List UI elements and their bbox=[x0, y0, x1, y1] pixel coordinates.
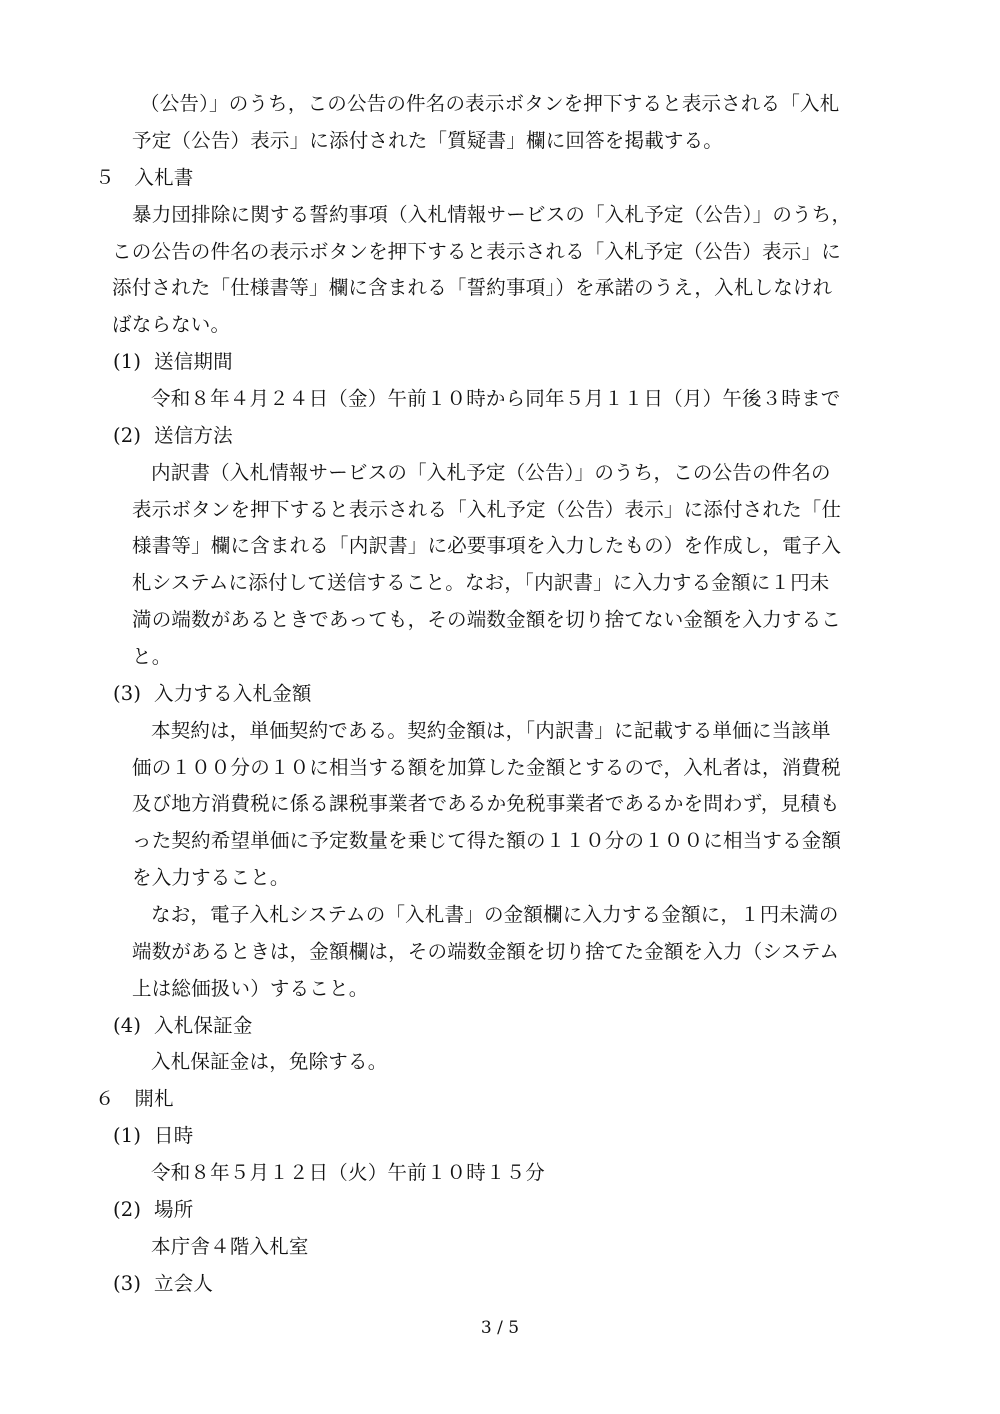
text-line: 暴力団排除に関する誓約事項（入札情報サービスの「入札予定（公告）」のうち， bbox=[132, 203, 852, 226]
text-line: （公告）」のうち，この公告の件名の表示ボタンを押下すると表示される「入札 bbox=[140, 92, 840, 115]
subsection-heading: (1) 送信期間 bbox=[113, 350, 233, 373]
text-line: 添付された「仕様書等」欄に含まれる「誓約事項」）を承諾のうえ，入札しなけれ bbox=[112, 276, 833, 299]
section-heading: ６ 開札 bbox=[95, 1087, 174, 1110]
text-line: と。 bbox=[132, 645, 172, 668]
text-line: 満の端数があるときであっても，その端数金額を切り捨てない金額を入力するこ bbox=[132, 608, 842, 631]
subsection-heading: (3) 入力する入札金額 bbox=[113, 682, 312, 705]
text-line: を入力すること。 bbox=[132, 866, 290, 889]
text-line: 上は総価扱い）すること。 bbox=[132, 977, 369, 1000]
text-line: 内訳書（入札情報サービスの「入札予定（公告）」のうち，この公告の件名の bbox=[151, 461, 831, 484]
subsection-heading: (2) 送信方法 bbox=[113, 424, 233, 447]
text-line: 様書等」欄に含まれる「内訳書」に必要事項を入力したもの）を作成し，電子入 bbox=[132, 534, 842, 557]
text-line: 及び地方消費税に係る課税事業者であるか免税事業者であるかを問わず，見積も bbox=[132, 792, 840, 815]
section-heading: ５ 入札書 bbox=[95, 166, 194, 189]
text-line: 入札保証金は，免除する。 bbox=[151, 1050, 388, 1073]
text-line: 令和８年４月２４日（金）午前１０時から同年５月１１日（月）午後３時まで bbox=[151, 387, 841, 410]
subsection-heading: (1) 日時 bbox=[113, 1124, 194, 1147]
subsection-heading: (3) 立会人 bbox=[113, 1272, 214, 1295]
text-line: ばならない。 bbox=[112, 313, 231, 336]
text-line: 本契約は，単価契約である。契約金額は，「内訳書」に記載する単価に当該単 bbox=[151, 719, 831, 742]
text-line: 端数があるときは，金額欄は，その端数金額を切り捨てた金額を入力（システム bbox=[132, 940, 840, 963]
text-line: この公告の件名の表示ボタンを押下すると表示される「入札予定（公告）表示」に bbox=[112, 240, 841, 263]
text-line: 表示ボタンを押下すると表示される「入札予定（公告）表示」に添付された「仕 bbox=[132, 498, 842, 521]
text-line: った契約希望単価に予定数量を乗じて得た額の１１０分の１００に相当する金額 bbox=[132, 829, 842, 852]
page-number: 3 / 5 bbox=[480, 1318, 520, 1338]
text-line: 札システムに添付して送信すること。なお，「内訳書」に入力する金額に１円未 bbox=[132, 571, 830, 594]
text-line: 価の１００分の１０に相当する額を加算した金額とするので，入札者は，消費税 bbox=[132, 756, 841, 779]
text-line: なお，電子入札システムの「入札書」の金額欄に入力する金額に，１円未満の bbox=[151, 903, 839, 926]
subsection-heading: (4) 入札保証金 bbox=[113, 1014, 253, 1037]
text-line: 予定（公告）表示」に添付された「質疑書」欄に回答を掲載する。 bbox=[132, 129, 724, 152]
text-line: 令和８年５月１２日（火）午前１０時１５分 bbox=[151, 1161, 546, 1184]
subsection-heading: (2) 場所 bbox=[113, 1198, 194, 1221]
text-line: 本庁舎４階入札室 bbox=[151, 1235, 309, 1258]
